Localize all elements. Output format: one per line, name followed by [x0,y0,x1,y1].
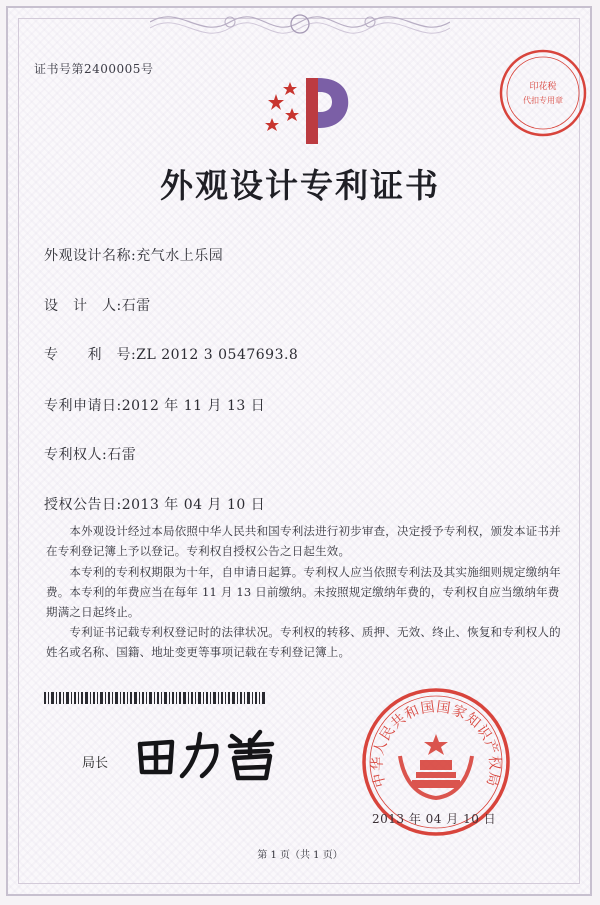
body-paragraph-2 [46,562,566,622]
top-ornament [150,2,450,44]
field-filing-date [44,395,265,415]
certificate-title: 外观设计专利证书 [160,166,440,205]
page-number: 第 1 页（共 1 页） [257,850,343,861]
filing-date-label: 专利申请日: [44,398,122,414]
svg-text:中华人民共和国国家知识产权局: 中华人民共和国国家知识产权局 [369,699,503,789]
body-paragraph-3 [46,622,566,662]
director-label: 局长 [82,756,109,771]
field-patentee [44,444,136,464]
grant-date-label: 授权公告日: [44,497,122,513]
field-patent-number [44,344,298,364]
design-name-value: 充气水上乐园 [136,248,224,264]
patentee-label: 专利权人: [44,447,108,463]
patentee-value: 石雷 [107,447,137,463]
tax-seal-stamp [497,47,589,139]
design-name-label: 外观设计名称: [44,248,137,264]
field-design-name [44,245,223,265]
grant-date-value: 2013 年 04 月 10 日 [121,497,266,513]
director-signature [132,722,282,784]
body-paragraph-1 [46,521,566,561]
patent-number-value: ZL 2012 3 0547693.8 [136,347,299,363]
patent-number-label: 专 利 号: [44,347,137,363]
field-designer [44,295,151,315]
seal-date: 2013 年 04 月 10 日 [372,812,497,826]
svg-text:代扣专用章: 代扣专用章 [523,96,563,105]
field-grant-date [44,494,265,514]
body-paragraph-2-text: 本专利的专利权期限为十年，自申请日起算。专利权人应当依照专利法及其实施细则规定缴纳年费。本专利的年费应当在每年 11 月 13 日前缴纳。未按照规定缴纳年费的，专利权自应当缴纳年费期满之日起终止。 [46,565,561,619]
svg-text:印花税: 印花税 [529,82,557,92]
barcode [44,692,266,704]
certificate-number: 证书号第2400005号 [34,62,154,76]
filing-date-value: 2012 年 11 月 13 日 [121,398,266,414]
body-paragraph-1-text: 本外观设计经过本局依照中华人民共和国专利法进行初步审查，决定授予专利权，颁发本证书并在专利登记簿上予以登记。专利权自授权公告之日起生效。 [46,524,561,558]
patent-office-logo [262,74,352,148]
body-paragraph-3-text: 专利证书记载专利权登记时的法律状况。专利权的转移、质押、无效、终止、恢复和专利权人的姓名或名称、国籍、地址变更等事项记载在专利登记簿上。 [46,625,561,659]
designer-label: 设 计 人: [44,298,122,314]
designer-value: 石雷 [121,298,151,314]
